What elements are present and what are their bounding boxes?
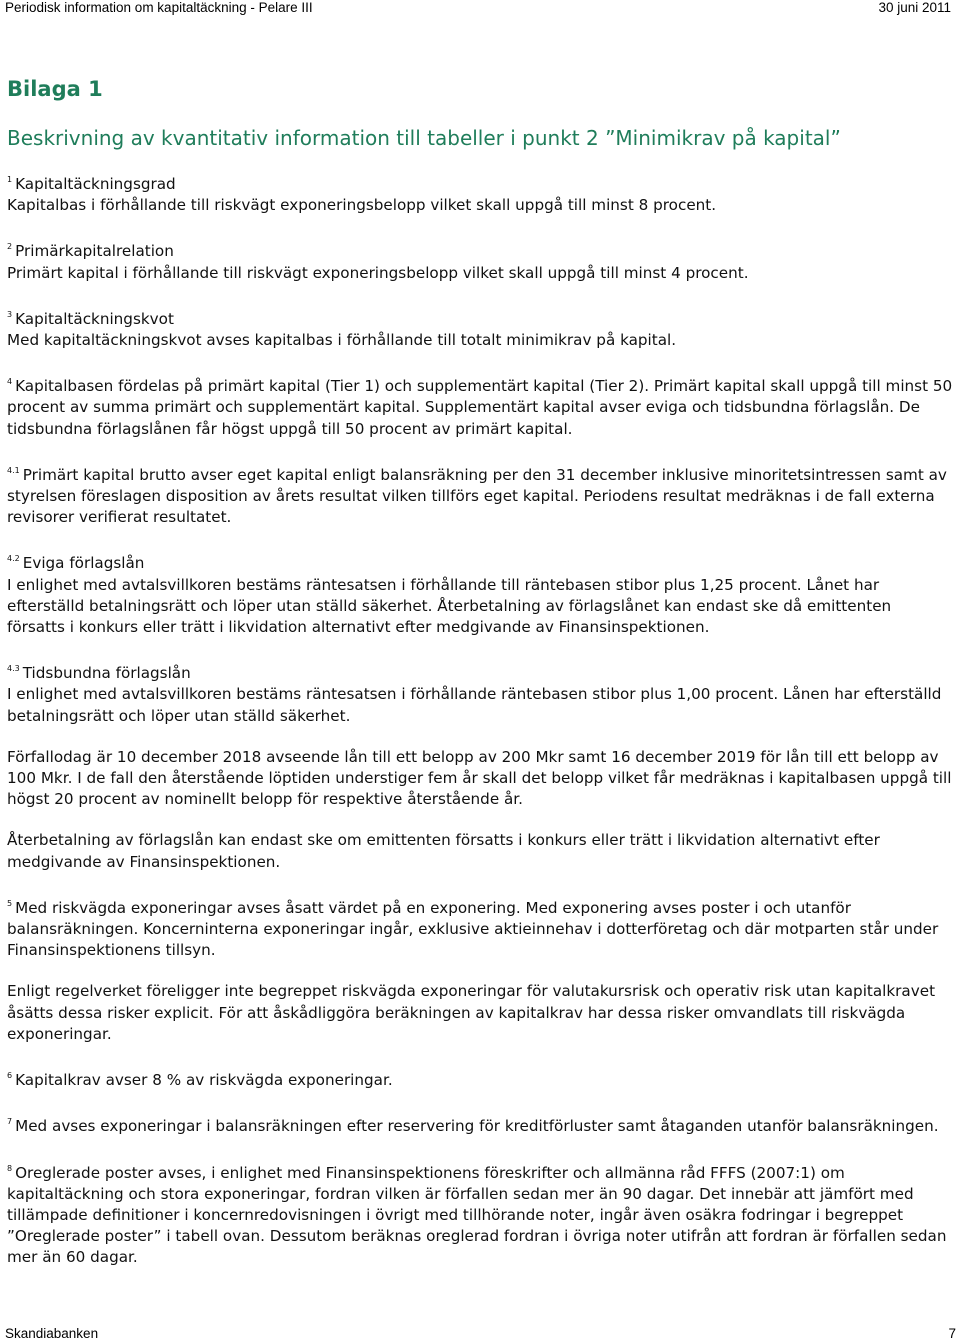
- section-4-text: Kapitalbasen fördelas på primärt kapital (Tier 1) och supplementärt kapital (Tier 2). Primärt kapital skall uppgå till minst 50 procent av summa primärt och supplementärt kapital. Supplementärt kapital avser eviga och tidsbundna förlagslån. De tidsbundna förlagslånen får högst uppgå till 50 procent av primärt kapital.: [7, 377, 953, 438]
- page-footer: [0, 1326, 960, 1344]
- section-4-3-text: I enlighet med avtalsvillkoren bestäms räntesatsen i förhållande räntebasen stibor plus 1,00 procent. Lånen har efterställd betalningsrätt och löper utan ställd säkerhet.: [7, 685, 942, 725]
- repayment-paragraph: Återbetalning av förlagslån kan endast ske om emittenten försatts i konkurs eller trätt i likvidation alternativt efter medgivande av Finansinspektionen.: [7, 831, 880, 871]
- section-1: [7, 169, 953, 216]
- appendix-label: Bilaga 1: [7, 77, 103, 101]
- page-title: Beskrivning av kvantitativ information till tabeller i punkt 2 ”Minimikrav på kapital”: [7, 126, 841, 150]
- section-2: [7, 236, 953, 283]
- header-date: 30 juni 2011: [878, 0, 951, 15]
- footnote-marker-4-1: 4.1: [7, 465, 20, 475]
- section-3: [7, 304, 953, 351]
- regulation-paragraph: Enligt regelverket föreligger inte begreppet riskvägda exponeringar för valutakursrisk och operativ risk utan kapitalkravet åsätts dessa risker explicit. För att åskådliggöra beräkningen av kapitalkrav har dessa risker omvandlats till riskvägda exponeringar.: [7, 982, 936, 1043]
- section-5: [7, 893, 953, 962]
- page-header: [0, 0, 960, 20]
- section-4-2-heading: Eviga förlagslån: [22, 554, 145, 573]
- maturity-paragraph: Förfallodag är 10 december 2018 avseende lån till ett belopp av 200 Mkr samt 16 december 2019 för lån till ett belopp av 100 Mkr. I de fall den återstående löptiden understiger fem år skall det belopp vilket får medräknas i kapitalbasen uppgå till högst 20 procent av nominellt belopp för respektive återstående år.: [7, 747, 952, 809]
- section-6-text: Kapitalkrav avser 8 % av riskvägda exponeringar.: [15, 1071, 393, 1090]
- footnote-marker-3: 3: [7, 309, 13, 319]
- footnote-marker-6: 6: [7, 1071, 13, 1081]
- section-4-1-text: Primärt kapital brutto avser eget kapital enligt balansräkning per den 31 december inklusive minoritetsintressen samt av styrelsen föreslagen disposition av årets resultat vilken tillförs eget kapital. Periodens resultat medräknas i de fall externa revisorer verifierat resultatet.: [7, 465, 947, 527]
- header-document-title: Periodisk information om kapitaltäckning - Pelare III: [5, 0, 313, 15]
- section-4: [7, 371, 953, 440]
- section-8: [7, 1158, 953, 1269]
- section-4-3-heading: Tidsbundna förlagslån: [22, 664, 191, 683]
- section-7: [7, 1111, 953, 1137]
- footnote-marker-1: 1: [7, 175, 13, 184]
- section-3-heading: Kapitaltäckningskvot: [15, 309, 174, 328]
- section-7-text: Med avses exponeringar i balansräkningen efter reservering för kreditförluster samt åtaganden utanför balansräkningen.: [15, 1117, 939, 1136]
- section-1-heading: Kapitaltäckningsgrad: [15, 175, 176, 193]
- section-2-text: Primärt kapital i förhållande till riskvägt exponeringsbelopp vilket skall uppgå till minst 4 procent.: [7, 263, 749, 282]
- footnote-marker-2: 2: [7, 242, 13, 252]
- footnote-marker-4-3: 4.3: [7, 664, 20, 674]
- section-8-text: Oreglerade poster avses, i enlighet med Finansinspektionens föreskrifter och allmänna råd FFFS (2007:1) om kapitaltäckning och stora exponeringar, fordran vilken är förfallen sedan mer än 90 dagar. Det innebär att jämfört med tillämpade definitioner i koncernredovisningen i övrigt med tillhörande noter, ingår även osäkra fodringar i begreppet ”Oreglerade poster” i tabell ovan. Dessutom beräknas oreglerad fordran i övriga noter utifrån att fordran är förfallen sedan mer än 60 dagar.: [7, 1163, 947, 1267]
- footnote-marker-4-2: 4.2: [7, 554, 20, 564]
- section-4-2-text: I enlighet med avtalsvillkoren bestäms räntesatsen i förhållande till räntebasen stibor plus 1,25 procent. Lånet har efterställd betalningsrätt och löper utan ställd säkerhet. Återbetalning av förlagslånet kan endast ske då emittenten försatts i konkurs eller trätt i likvidation alternativt efter medgivande av Finansinspektionen.: [7, 575, 892, 637]
- footer-company: Skandiabanken: [5, 1326, 99, 1341]
- footnote-marker-4: 4: [7, 377, 13, 387]
- section-4-2: [7, 548, 953, 638]
- section-5-text: Med riskvägda exponeringar avses åsatt värdet på en exponering. Med exponering avses poster i och utanför balansräkningen. Koncerninterna exponeringar ingår, exklusive aktieinnehav i dotterföretag och där motparten står under Finansinspektionens tillsyn.: [7, 898, 939, 960]
- section-4-3: [7, 658, 953, 727]
- section-6: [7, 1065, 953, 1091]
- footnote-marker-8: 8: [7, 1163, 13, 1173]
- section-4-1: [7, 460, 953, 529]
- page-number: 7: [948, 1326, 956, 1341]
- section-1-text: Kapitalbas i förhållande till riskvägt exponeringsbelopp vilket skall uppgå till minst 8 procent.: [7, 196, 717, 215]
- page-content: [7, 74, 953, 1269]
- footnote-marker-5: 5: [7, 898, 13, 908]
- footnote-marker-7: 7: [7, 1117, 13, 1127]
- section-3-text: Med kapitaltäckningskvot avses kapitalbas i förhållande till totalt minimikrav på kapital.: [7, 331, 677, 350]
- section-2-heading: Primärkapitalrelation: [15, 242, 174, 261]
